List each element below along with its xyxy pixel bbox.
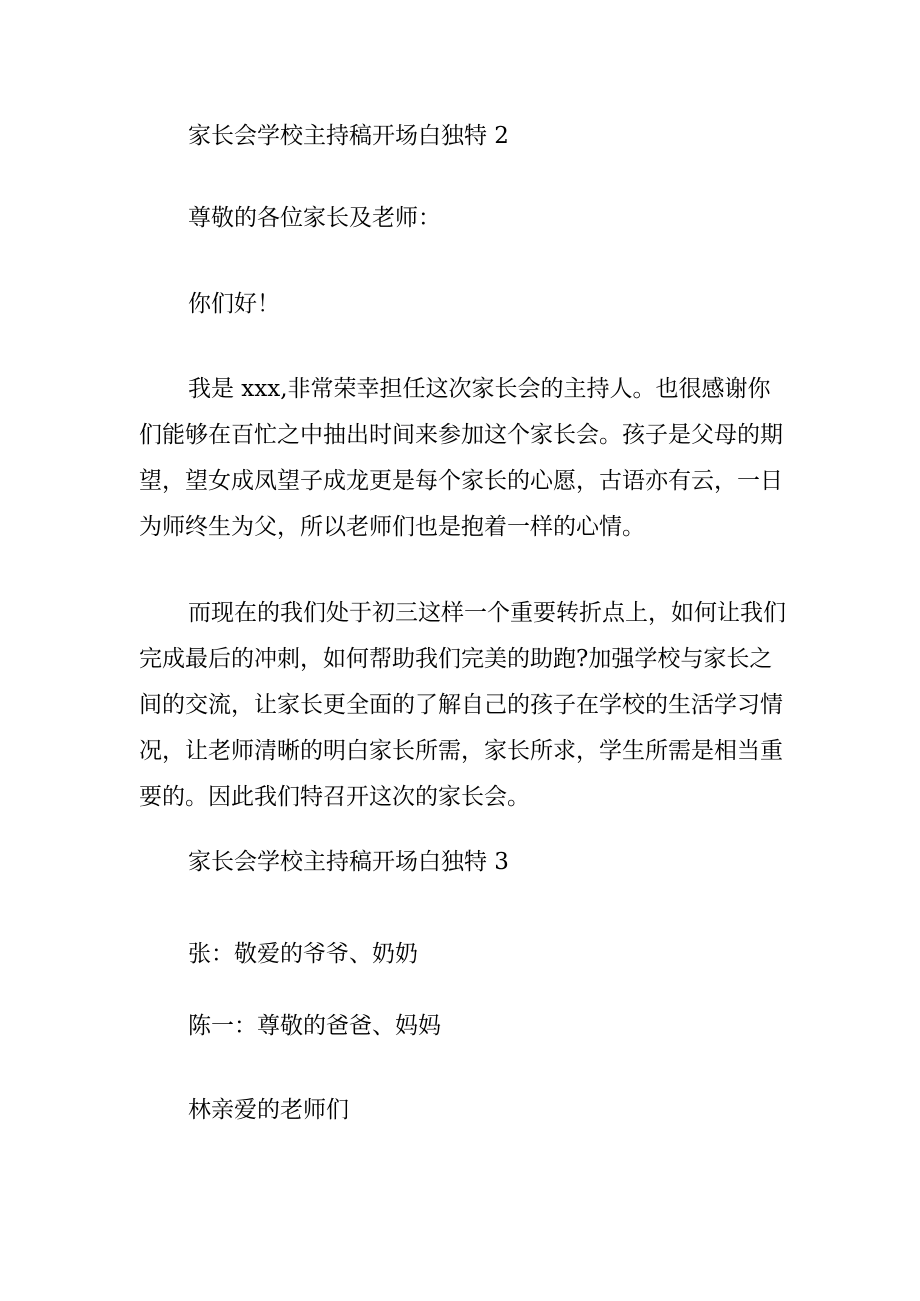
dialogue-line-lin: 林亲爱的老师们 — [188, 1097, 349, 1123]
paragraph-intro — [139, 366, 799, 550]
paragraph-line: 要的。因此我们特召开这次的家长会。 — [139, 784, 530, 810]
paragraph-line: 望，望女成凤望子成龙更是每个家长的心愿，古语亦有云，一日 — [139, 468, 783, 494]
salutation: 尊敬的各位家长及老师： — [188, 205, 441, 231]
section-heading-3: 家长会学校主持稿开场白独特 3 — [188, 849, 509, 875]
dialogue-line-zhang: 张：敬爱的爷爷、奶奶 — [188, 941, 418, 967]
dialogue-line-chen: 陈一：尊敬的爸爸、妈妈 — [188, 1013, 441, 1039]
paragraph-line: 为师终生为父，所以老师们也是抱着一样的心情。 — [139, 514, 645, 540]
paragraph-line: 而现在的我们处于初三这样一个重要转折点上，如何让我们 — [188, 600, 786, 626]
section-heading-2: 家长会学校主持稿开场白独特 2 — [188, 123, 509, 149]
paragraph-line: 们能够在百忙之中抽出时间来参加这个家长会。孩子是父母的期 — [139, 422, 783, 448]
paragraph-line: 我是 xxx,非常荣幸担任这次家长会的主持人。也很感谢你 — [188, 376, 771, 402]
paragraph-line: 况，让老师清晰的明白家长所需，家长所求，学生所需是相当重 — [139, 738, 783, 764]
paragraph-purpose — [139, 590, 799, 820]
paragraph-line: 完成最后的冲刺，如何帮助我们完美的助跑?加强学校与家长之 — [139, 646, 773, 672]
greeting: 你们好！ — [188, 291, 280, 317]
paragraph-line: 间的交流，让家长更全面的了解自己的孩子在学校的生活学习情 — [139, 692, 783, 718]
